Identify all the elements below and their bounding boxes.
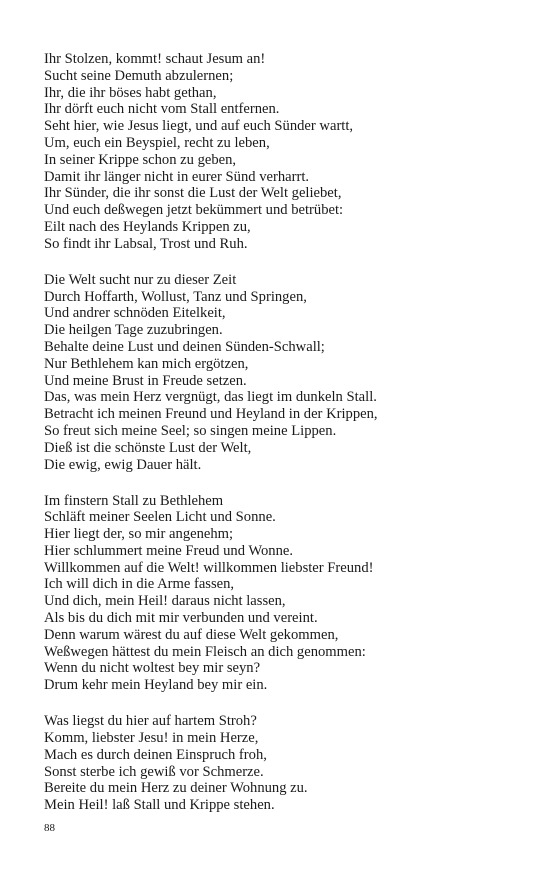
verse-line: Das, was mein Herz vergnügt, das liegt im dunkeln Stall. <box>44 389 377 406</box>
verse-line: Und euch deßwegen jetzt bekümmert und betrübet: <box>44 202 344 219</box>
verse-line: Wenn du nicht woltest bey mir seyn? <box>44 660 261 677</box>
stanza-1 <box>44 51 514 253</box>
poem-text <box>44 51 514 833</box>
verse-line: Und andrer schnöden Eitelkeit, <box>44 305 226 322</box>
verse-line: Ich will dich in die Arme fassen, <box>44 576 235 593</box>
verse-line: Bereite du mein Herz zu deiner Wohnung zu. <box>44 780 308 797</box>
verse-line: Ihr Stolzen, kommt! schaut Jesum an! <box>44 51 266 67</box>
verse-line: Die heilgen Tage zuzubringen. <box>44 322 223 339</box>
verse-line: Als bis du dich mit mir verbunden und vereint. <box>44 610 318 627</box>
verse-line: So freut sich meine Seel; so singen meine Lippen. <box>44 422 337 439</box>
verse-line: Hier schlummert meine Freud und Wonne. <box>44 542 294 559</box>
verse-line: Hier liegt der, so mir angenehm; <box>44 526 234 543</box>
verse-line: Behalte deine Lust und deinen Sünden-Schwall; <box>44 338 325 355</box>
page-number: 88 <box>44 822 55 834</box>
stanza-3 <box>44 493 514 695</box>
verse-line: Komm, liebster Jesu! in mein Herze, <box>44 730 259 747</box>
verse-line: Ihr, die ihr böses habt gethan, <box>44 84 217 101</box>
verse-line: Ihr Sünder, die ihr sonst die Lust der Welt geliebet, <box>44 185 342 202</box>
verse-line: Die ewig, ewig Dauer hält. <box>44 456 202 473</box>
verse-line: Drum kehr mein Heyland bey mir ein. <box>44 677 268 694</box>
stanza-4 <box>44 713 514 814</box>
verse-line: Im finstern Stall zu Bethlehem <box>44 492 224 509</box>
verse-line: Sonst sterbe ich gewiß vor Schmerze. <box>44 763 264 780</box>
verse-line: Nur Bethlehem kan mich ergötzen, <box>44 355 249 372</box>
verse-line: Ihr dörft euch nicht vom Stall entfernen. <box>44 101 280 118</box>
verse-line: Denn warum wärest du auf diese Welt gekommen, <box>44 626 339 643</box>
verse-line: Eilt nach des Heylands Krippen zu, <box>44 218 251 235</box>
verse-line: Dieß ist die schönste Lust der Welt, <box>44 439 252 456</box>
verse-line: Damit ihr länger nicht in eurer Sünd verharrt. <box>44 168 310 185</box>
stanza-2 <box>44 272 514 474</box>
verse-line: Durch Hoffarth, Wollust, Tanz und Springen, <box>44 288 307 305</box>
verse-line: Und meine Brust in Freude setzen. <box>44 372 247 389</box>
verse-line: Betracht ich meinen Freund und Heyland in der Krippen, <box>44 406 378 423</box>
verse-line: Mach es durch deinen Einspruch froh, <box>44 746 267 763</box>
verse-line: Seht hier, wie Jesus liegt, und auf euch Sünder wartt, <box>44 118 354 135</box>
verse-line: In seiner Krippe schon zu geben, <box>44 151 237 168</box>
verse-line: Sucht seine Demuth abzulernen; <box>44 67 234 84</box>
verse-line: Willkommen auf die Welt! willkommen liebster Freund! <box>44 559 374 576</box>
verse-line: So findt ihr Labsal, Trost und Ruh. <box>44 235 248 252</box>
verse-line: Die Welt sucht nur zu dieser Zeit <box>44 271 237 288</box>
verse-line: Und dich, mein Heil! daraus nicht lassen, <box>44 593 286 610</box>
verse-line: Weßwegen hättest du mein Fleisch an dich genommen: <box>44 643 366 660</box>
verse-line: Mein Heil! laß Stall und Krippe stehen. <box>44 797 275 814</box>
verse-line: Was liegst du hier auf hartem Stroh? <box>44 713 257 730</box>
verse-line: Um, euch ein Beyspiel, recht zu leben, <box>44 134 270 151</box>
verse-line: Schläft meiner Seelen Licht und Sonne. <box>44 509 276 526</box>
